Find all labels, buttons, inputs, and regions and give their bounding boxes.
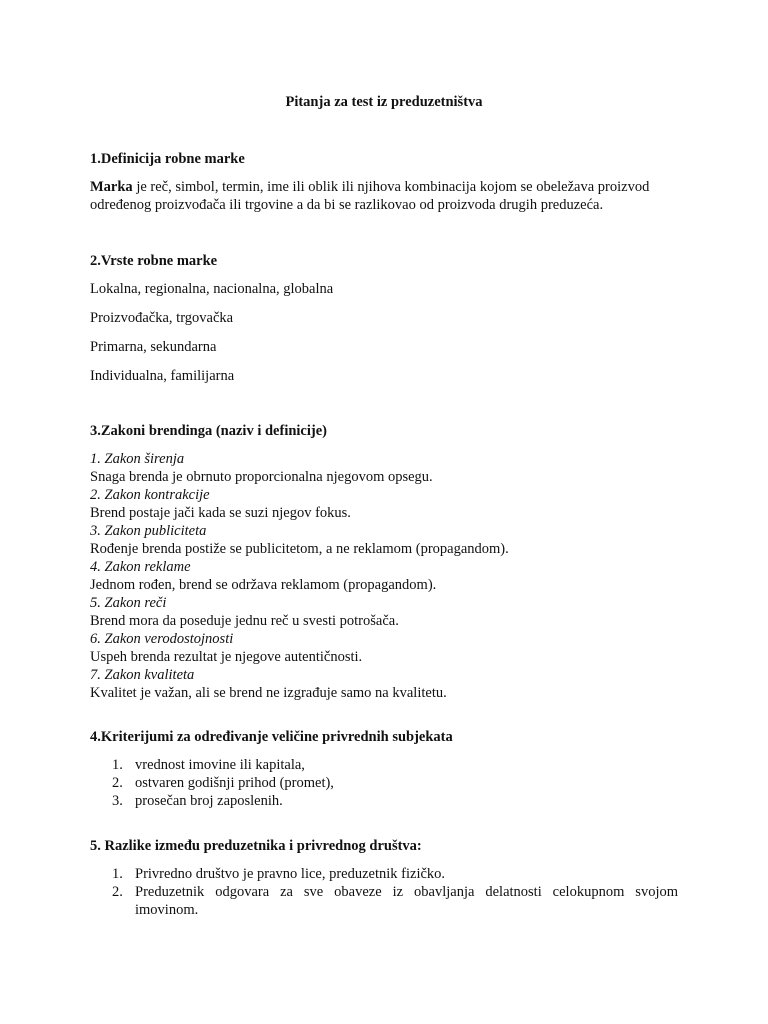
laws-list [90, 450, 678, 702]
list-item [90, 774, 678, 792]
law-definition: Snaga brenda je obrnuto proporcionalna njegovom opsegu. [90, 469, 433, 485]
section-2 [90, 252, 678, 385]
section-2-heading: 2.Vrste robne marke [90, 253, 218, 269]
list-text: vrednost imovine ili kapitala, [135, 757, 305, 773]
list-text: ostvaren godišnji prihod (promet), [135, 775, 334, 791]
document-title: Pitanja za test iz preduzetništva [285, 94, 483, 110]
section-3 [90, 422, 678, 702]
section-2-item: Proizvođačka, trgovačka [90, 310, 234, 326]
list-number: 3. [112, 793, 123, 809]
differences-list [90, 865, 678, 919]
criteria-list [90, 756, 678, 810]
list-text: Privredno društvo je pravno lice, preduzetnik fizičko. [135, 866, 446, 882]
law-name: 7. Zakon kvaliteta [90, 667, 195, 683]
section-5-heading: 5. Razlike između preduzetnika i privrednog društva: [90, 838, 422, 854]
list-number: 2. [112, 884, 123, 900]
section-2-item: Lokalna, regionalna, nacionalna, globalna [90, 281, 334, 297]
law-name: 1. Zakon širenja [90, 451, 185, 467]
list-item [90, 756, 678, 774]
section-5 [90, 837, 678, 919]
list-number: 2. [112, 775, 123, 791]
law-name: 4. Zakon reklame [90, 559, 191, 575]
list-item [90, 792, 678, 810]
section-2-item: Primarna, sekundarna [90, 339, 217, 355]
section-4 [90, 728, 678, 810]
list-text: prosečan broj zaposlenih. [135, 793, 283, 809]
law-name: 5. Zakon reči [90, 595, 167, 611]
section-1-heading: 1.Definicija robne marke [90, 151, 245, 167]
list-item [90, 865, 678, 883]
law-name: 6. Zakon verodostojnosti [90, 631, 234, 647]
law-name: 3. Zakon publiciteta [90, 523, 207, 539]
list-number: 1. [112, 757, 123, 773]
section-2-item: Individualna, familijarna [90, 368, 235, 384]
law-definition: Jednom rođen, brend se održava reklamom (propagandom). [90, 577, 437, 593]
section-1 [90, 150, 678, 214]
law-definition: Uspeh brenda rezultat je njegove autentičnosti. [90, 649, 363, 665]
law-definition: Brend postaje jači kada se suzi njegov fokus. [90, 505, 351, 521]
list-text: Preduzetnik odgovara za sve obaveze iz obavljanja delatnosti celokupnom svojom imovinom. [135, 884, 678, 918]
list-number: 1. [112, 866, 123, 882]
list-item [90, 883, 678, 919]
section-1-bold-term: Marka [90, 179, 133, 195]
section-4-heading: 4.Kriterijumi za određivanje veličine privrednih subjekata [90, 729, 453, 745]
section-1-text: je reč, simbol, termin, ime ili oblik ili njihova kombinacija kojom se obeležava proizvod određenog proizvođača ili trgovine a da bi se razlikovao od proizvoda drugih preduzeća. [90, 179, 650, 213]
law-definition: Brend mora da poseduje jednu reč u svesti potrošača. [90, 613, 399, 629]
law-definition: Rođenje brenda postiže se publicitetom, a ne reklamom (propagandom). [90, 541, 509, 557]
section-1-paragraph [90, 178, 678, 214]
section-3-heading: 3.Zakoni brendinga (naziv i definicije) [90, 423, 327, 439]
law-definition: Kvalitet je važan, ali se brend ne izgrađuje samo na kvalitetu. [90, 685, 447, 701]
law-name: 2. Zakon kontrakcije [90, 487, 210, 503]
